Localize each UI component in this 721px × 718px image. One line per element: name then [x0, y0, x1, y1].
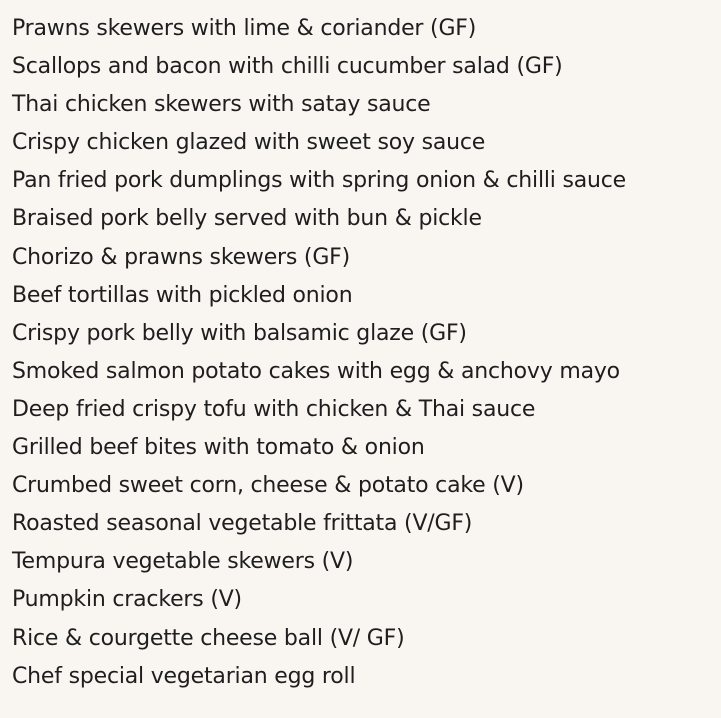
- menu-item: Deep fried crispy tofu with chicken & Thai sauce: [12, 396, 536, 422]
- menu-item: Thai chicken skewers with satay sauce: [12, 92, 431, 118]
- menu-item: Rice & courgette cheese ball (V/ GF): [12, 625, 405, 651]
- menu-item: Chorizo & prawns skewers (GF): [12, 244, 351, 270]
- menu-item: Crispy pork belly with balsamic glaze (GF): [12, 320, 467, 346]
- menu-item: Chef special vegetarian egg roll: [12, 663, 356, 689]
- menu-item: Braised pork belly served with bun & pickle: [12, 206, 482, 232]
- menu-item: Grilled beef bites with tomato & onion: [12, 435, 425, 461]
- menu-list: [12, 10, 713, 696]
- menu-item: Beef tortillas with pickled onion: [12, 282, 353, 308]
- menu-item: Pumpkin crackers (V): [12, 587, 242, 613]
- menu-item: Tempura vegetable skewers (V): [12, 549, 354, 575]
- menu-item: Roasted seasonal vegetable frittata (V/GF): [12, 511, 473, 537]
- menu-item: Smoked salmon potato cakes with egg & anchovy mayo: [12, 358, 620, 384]
- menu-item: Prawns skewers with lime & coriander (GF): [12, 16, 477, 41]
- menu-item: Crumbed sweet corn, cheese & potato cake (V): [12, 473, 524, 499]
- menu-item: Crispy chicken glazed with sweet soy sauce: [12, 130, 486, 156]
- menu-item: Scallops and bacon with chilli cucumber salad (GF): [12, 54, 563, 80]
- menu-item: Pan fried pork dumplings with spring onion & chilli sauce: [12, 168, 626, 194]
